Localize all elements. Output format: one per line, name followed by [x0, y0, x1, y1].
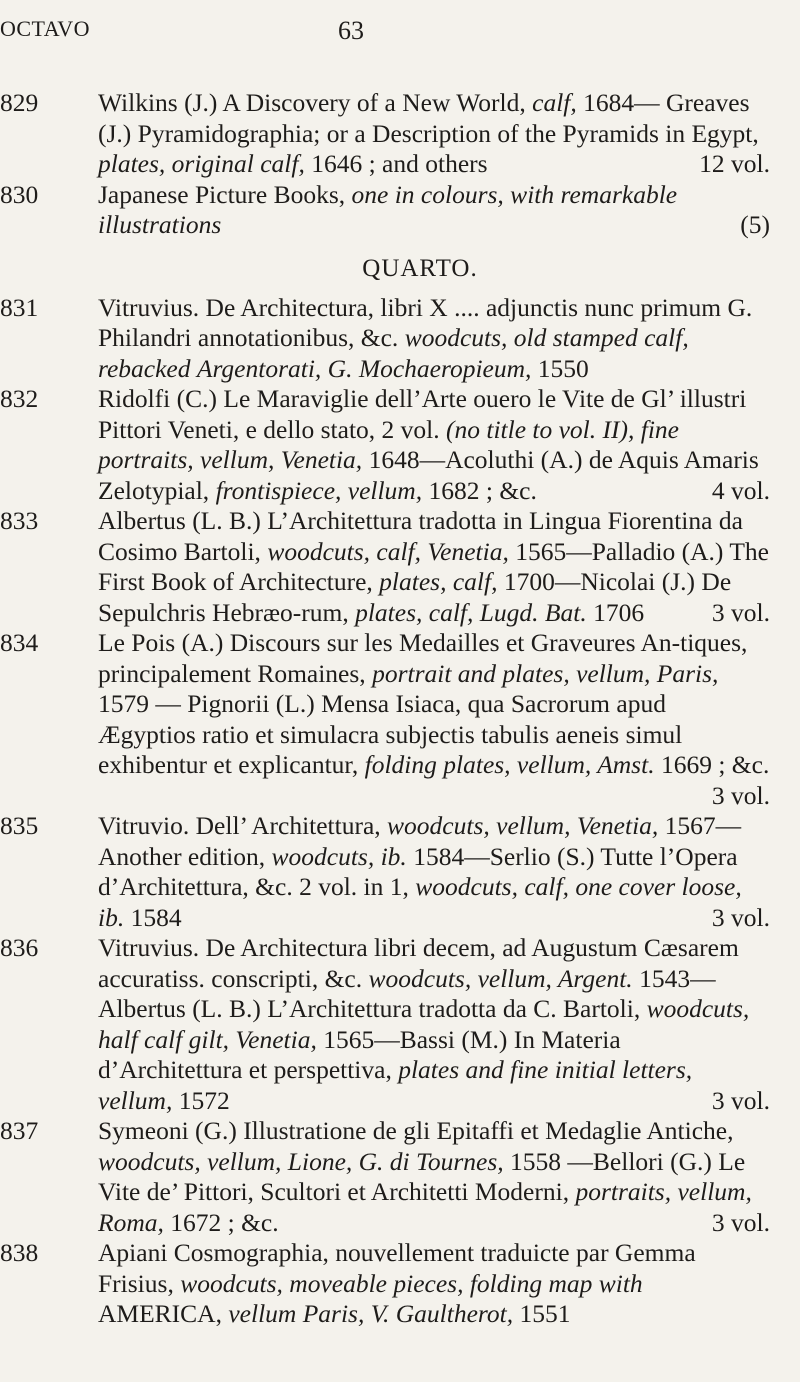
italic-text: woodcuts, half calf gilt, Venetia,: [98, 994, 750, 1054]
entry-text: Apiani Cosmographia, nouvellement traduicte par Gemma Frisius,: [98, 1238, 696, 1298]
entry-text: 1646 ; and others: [304, 149, 488, 178]
entry-text: 1565—Palladio (A.) The First Book of Architecture,: [98, 536, 769, 596]
entry-text: 1550: [531, 353, 589, 383]
catalogue-entry: [0, 1116, 800, 1238]
lot-number: 835: [0, 811, 39, 840]
lot-number: 829: [0, 88, 39, 117]
entry-text: Wilkins (J.) A Discovery of a New World,: [98, 88, 533, 117]
entry-text: 1584—Serlio (S.) Tutte l’Opera d’Architettura, &c. 2 vol. in 1,: [98, 841, 738, 901]
italic-text: one in colours, with remarkable illustrations: [98, 179, 678, 239]
catalogue-entry: [0, 628, 800, 811]
entry-list: [0, 88, 800, 1330]
entry-text: Japanese Picture Books,: [98, 179, 352, 209]
italic-text: plates and fine initial letters, vellum,: [98, 1055, 693, 1115]
catalogue-entry: [0, 88, 800, 180]
entry-text: Vitruvio. Dell’ Architettura,: [98, 811, 388, 840]
italic-text: Argentorati, G. Mochaeropieum,: [196, 353, 532, 383]
entry-text: 1543—Albertus (L. B.) L’Architettura tradotta da C. Bartoli,: [98, 963, 716, 1023]
entry-description: [98, 1116, 752, 1237]
volume-count: 3 vol.: [711, 780, 770, 810]
entry-description: [98, 811, 742, 932]
entry-text: 1669 ; &c.: [654, 750, 770, 779]
entry-text: 1551: [513, 1299, 571, 1328]
entry-text: 1684— Greaves (J.) Pyramidographia; or a Description of the Pyramids in Egypt,: [98, 88, 759, 148]
italic-text: woodcuts, old stamped calf, rebacked: [98, 323, 689, 383]
volume-count: 3 vol.: [711, 1207, 770, 1237]
section-title: OCTAVO: [0, 16, 91, 41]
italic-text: woodcuts, moveable pieces, folding map with: [180, 1268, 643, 1298]
italic-text: plates, calf,: [379, 567, 498, 596]
italic-text: woodcuts, ib.: [271, 841, 407, 871]
volume-count: 12 vol.: [699, 149, 770, 178]
entry-text: 1579 — Pignorii (L.) Mensa Isiaca, qua Sacrorum apud Ægyptios ratio et simulacra subjectis tabulis aeneis simul exhibentur et explicantur,: [98, 689, 683, 779]
entry-description: [98, 628, 769, 779]
italic-text: plates, original calf,: [98, 149, 305, 178]
italic-text: woodcuts, vellum, Argent.: [368, 963, 633, 993]
italic-text: folding plates, vellum, Amst.: [364, 750, 655, 779]
italic-text: woodcuts, vellum, Venetia,: [387, 811, 659, 840]
entry-text: 1584: [124, 902, 182, 932]
page-number: 63: [338, 16, 364, 45]
italic-text: portrait and plates, vellum, Paris,: [372, 658, 719, 688]
italic-text: portraits, vellum, Roma,: [98, 1177, 752, 1237]
entry-text: 1648—Acoluthi (A.) de Aquis Amaris Zelotypial,: [98, 445, 759, 505]
italic-text: vellum Paris, V. Gaultherot,: [228, 1299, 514, 1328]
lot-number: 833: [0, 506, 39, 535]
catalogue-entry: [0, 293, 800, 385]
lot-number: 834: [0, 628, 39, 657]
entry-text: Le Pois (A.) Discours sur les Medailles et Graveures An-tiques, principalement Romaines,: [98, 628, 748, 688]
entry-text: 1672 ; &c.: [163, 1207, 279, 1237]
lot-number: 837: [0, 1116, 39, 1145]
volume-count: (5): [740, 210, 770, 239]
entry-description: [98, 180, 677, 240]
lot-number: 838: [0, 1238, 39, 1267]
entry-text: Albertus (L. B.) L’Architettura tradotta in Lingua Fiorentina da Cosimo Bartoli,: [98, 506, 743, 566]
quarto-heading: QUARTO.: [362, 254, 478, 282]
catalogue-entry: [0, 506, 800, 628]
lot-number: 830: [0, 179, 39, 209]
italic-text: frontispiece, vellum,: [215, 475, 423, 505]
italic-text: plates, calf, Lugd. Bat.: [355, 597, 587, 627]
italic-text: woodcuts, calf, one cover loose, ib.: [98, 872, 742, 932]
lot-number: 831: [0, 292, 39, 322]
entry-text: 1558 —Bellori (G.) Le Vite de’ Pittori, Scultori et Architetti Moderni,: [98, 1146, 746, 1206]
entry-text: 1706: [586, 597, 645, 627]
italic-text: woodcuts, vellum, Lione, G. di Tournes,: [98, 1146, 504, 1176]
volume-count: 4 vol.: [711, 475, 770, 505]
entry-description: [98, 506, 769, 627]
lot-number: 836: [0, 933, 39, 962]
italic-text: woodcuts, calf, Venetia,: [267, 536, 509, 566]
italic-text: calf,: [532, 88, 577, 117]
volume-count: 3 vol.: [711, 902, 770, 932]
volume-count: 3 vol.: [711, 597, 770, 627]
catalogue-entry: [0, 384, 800, 506]
entry-text: Symeoni (G.) Illustratione de gli Epitaffi et Medaglie Antiche,: [98, 1116, 734, 1145]
entry-description: [98, 88, 759, 178]
entry-text: 1682 ; &c.: [422, 475, 537, 505]
entry-description: [98, 384, 759, 505]
catalogue-entry: [0, 811, 800, 933]
entry-text: 1565—Bassi (M.) In Materia d’Architettura et perspettiva,: [98, 1024, 621, 1084]
entry-text: Vitruvius. De Architectura libri decem, ad Augustum Cæsarem accuratiss. conscripti, &c.: [98, 933, 739, 993]
entry-text: AMERICA,: [98, 1299, 229, 1328]
entry-description: [98, 933, 749, 1115]
entry-text: Ridolfi (C.) Le Maraviglie dell’Arte ouero le Vite de Gl’ illustri Pittori Veneti, e dello stato, 2 vol.: [98, 384, 747, 444]
entry-text: 1567—Another edition,: [98, 811, 742, 871]
entry-description: [98, 1238, 696, 1328]
entry-text: 1700—Nicolai (J.) De Sepulchris Hebræo-rum,: [98, 567, 732, 627]
lot-number: 832: [0, 384, 39, 413]
italic-text: (no title to vol. II), fine portraits, vellum, Venetia,: [98, 414, 679, 474]
catalogue-entry: [0, 1238, 800, 1330]
volume-count: 3 vol.: [711, 1085, 770, 1115]
entry-description: [98, 293, 752, 383]
page-header: [0, 16, 800, 56]
entry-text: 1572: [172, 1085, 230, 1115]
catalogue-entry: [0, 180, 800, 241]
entry-text: Vitruvius. De Architectura, libri X .... adjunctis nunc primum G. Philandri annotationibus, &c.: [98, 292, 753, 352]
catalogue-entry: [0, 933, 800, 1116]
